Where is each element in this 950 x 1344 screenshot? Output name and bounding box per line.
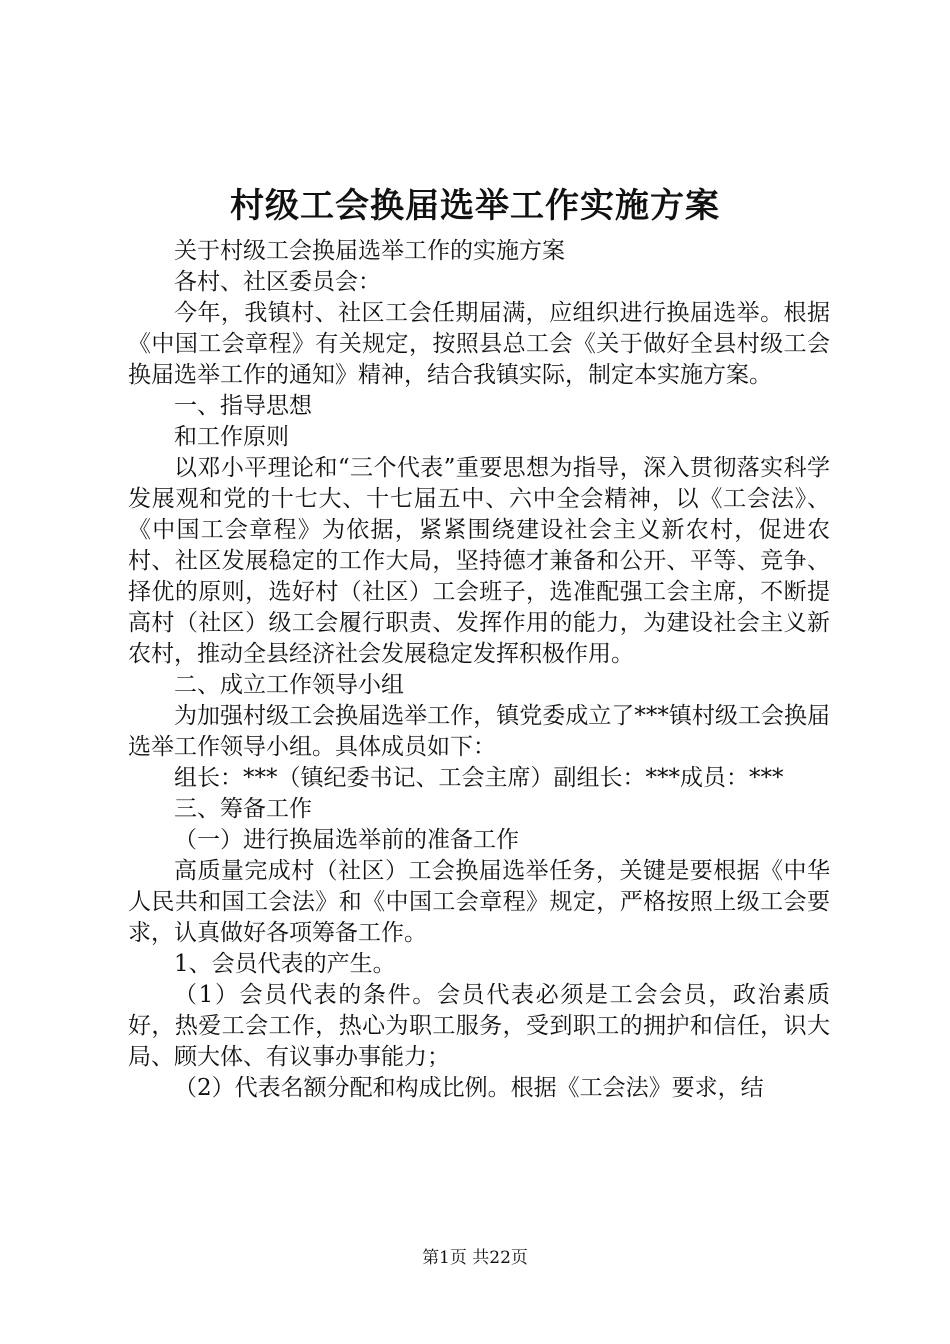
section-heading-1: 一、指导思想 (174, 393, 312, 419)
document-title: 村级工会换届选举工作实施方案 (230, 186, 720, 226)
subsection-heading-1: （一）进行换届选举前的准备工作 (174, 827, 519, 853)
paragraph-representative-conditions: （1）会员代表的条件。会员代表必须是工会会员，政治素质好，热爱工会工作，热心为职工服务，受到职工的拥护和信任，识大局、顾大体、有议事办事能力； (128, 982, 830, 1070)
paragraph-subtitle: 关于村级工会换届选举工作的实施方案 (174, 238, 565, 264)
paragraph-leading-group: 为加强村级工会换届选举工作，镇党委成立了***镇村级工会换届选举工作领导小组。具体成员如下： (128, 703, 830, 760)
paragraph-guiding-principles: 以邓小平理论和“三个代表”重要思想为指导，深入贯彻落实科学发展观和党的十七大、十七届五中、六中全会精神，以《工会法》、《中国工会章程》为依据，紧紧围绕建设社会主义新农村，促进农村、社区发展稳定的工作大局，坚持德才兼备和公开、平等、竞争、择优的原则，选好村（社区）工会班子，选准配强工会主席，不断提高村（社区）级工会履行职责、发挥作用的能力，为建设社会主义新农村，推动全县经济社会发展稳定发挥积极作用。 (128, 455, 830, 667)
section-heading-3: 三、筹备工作 (174, 796, 312, 822)
item-heading-1: 1、会员代表的产生。 (174, 951, 396, 977)
paragraph-salutation: 各村、社区委员会： (174, 269, 381, 295)
paragraph-preparation: 高质量完成村（社区）工会换届选举任务，关键是要根据《中华人民共和国工会法》和《中国工会章程》规定，严格按照上级工会要求，认真做好各项筹备工作。 (128, 858, 830, 946)
paragraph-quota-allocation: （2）代表名额分配和构成比例。根据《工会法》要求，结 (174, 1075, 764, 1101)
document-body (128, 236, 830, 1104)
page-footer: 第1页 共22页 (422, 1248, 528, 1268)
paragraph-intro: 今年，我镇村、社区工会任期届满，应组织进行换届选举。根据《中国工会章程》有关规定，按照县总工会《关于做好全县村级工会换届选举工作的通知》精神，结合我镇实际，制定本实施方案。 (128, 300, 830, 388)
section-heading-1-cont: 和工作原则 (174, 424, 289, 450)
section-heading-2: 二、成立工作领导小组 (174, 672, 404, 698)
paragraph-members: 组长：***（镇纪委书记、工会主席）副组长：***成员：*** (174, 765, 784, 791)
